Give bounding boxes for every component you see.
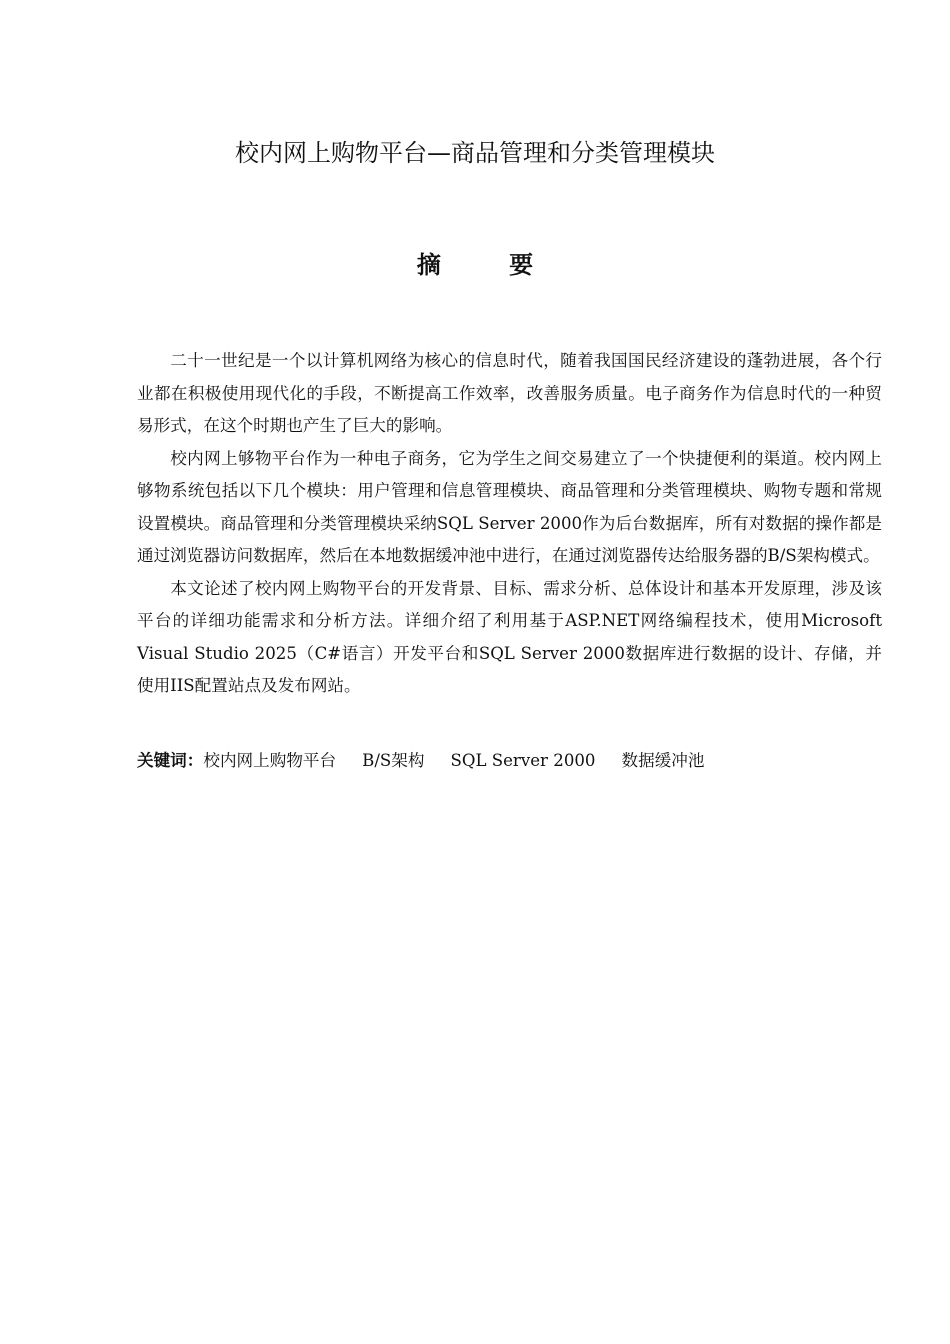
abstract-body [137,345,882,703]
keywords-line [137,746,882,776]
document-title: 校内网上购物平台—商品管理和分类管理模块 [235,139,715,167]
abstract-paragraph-2: 校内网上够物平台作为一种电子商务，它为学生之间交易建立了一个快捷便利的渠道。校内网上够物系统包括以下几个模块：用户管理和信息管理模块、商品管理和分类管理模块、购物专题和常规设置模块。商品管理和分类管理模块采纳SQL Server 2000作为后台数据库，所有对数据的操作都是通过浏览器访问数据库，然后在本地数据缓冲池中进行，在通过浏览器传达给服务器的B/S架构模式。 [137,448,882,565]
abstract-paragraph-1: 二十一世纪是一个以计算机网络为核心的信息时代，随着我国国民经济建设的蓬勃进展，各个行业都在积极使用现代化的手段，不断提高工作效率，改善服务质量。电子商务作为信息时代的一种贸易形式，在这个时期也产生了巨大的影响。 [137,351,882,435]
keyword-item: 校内网上购物平台 [203,751,337,770]
keyword-item: SQL Server 2000 [450,751,596,770]
keywords-label: 关键词： [137,751,204,770]
keyword-item: 数据缓冲池 [621,751,705,770]
abstract-heading: 摘 要 [416,251,564,279]
abstract-paragraph-3: 本文论述了校内网上购物平台的开发背景、目标、需求分析、总体设计和基本开发原理，涉及该平台的详细功能需求和分析方法。详细介绍了利用基于ASP.NET网络编程技术，使用Microsoft Visual Studio 2025（C#语言）开发平台和SQL Server 2000数据库进行数据的设计、存储，并使用IIS配置站点及发布网站。 [137,578,882,695]
keyword-item: B/S架构 [362,751,425,770]
